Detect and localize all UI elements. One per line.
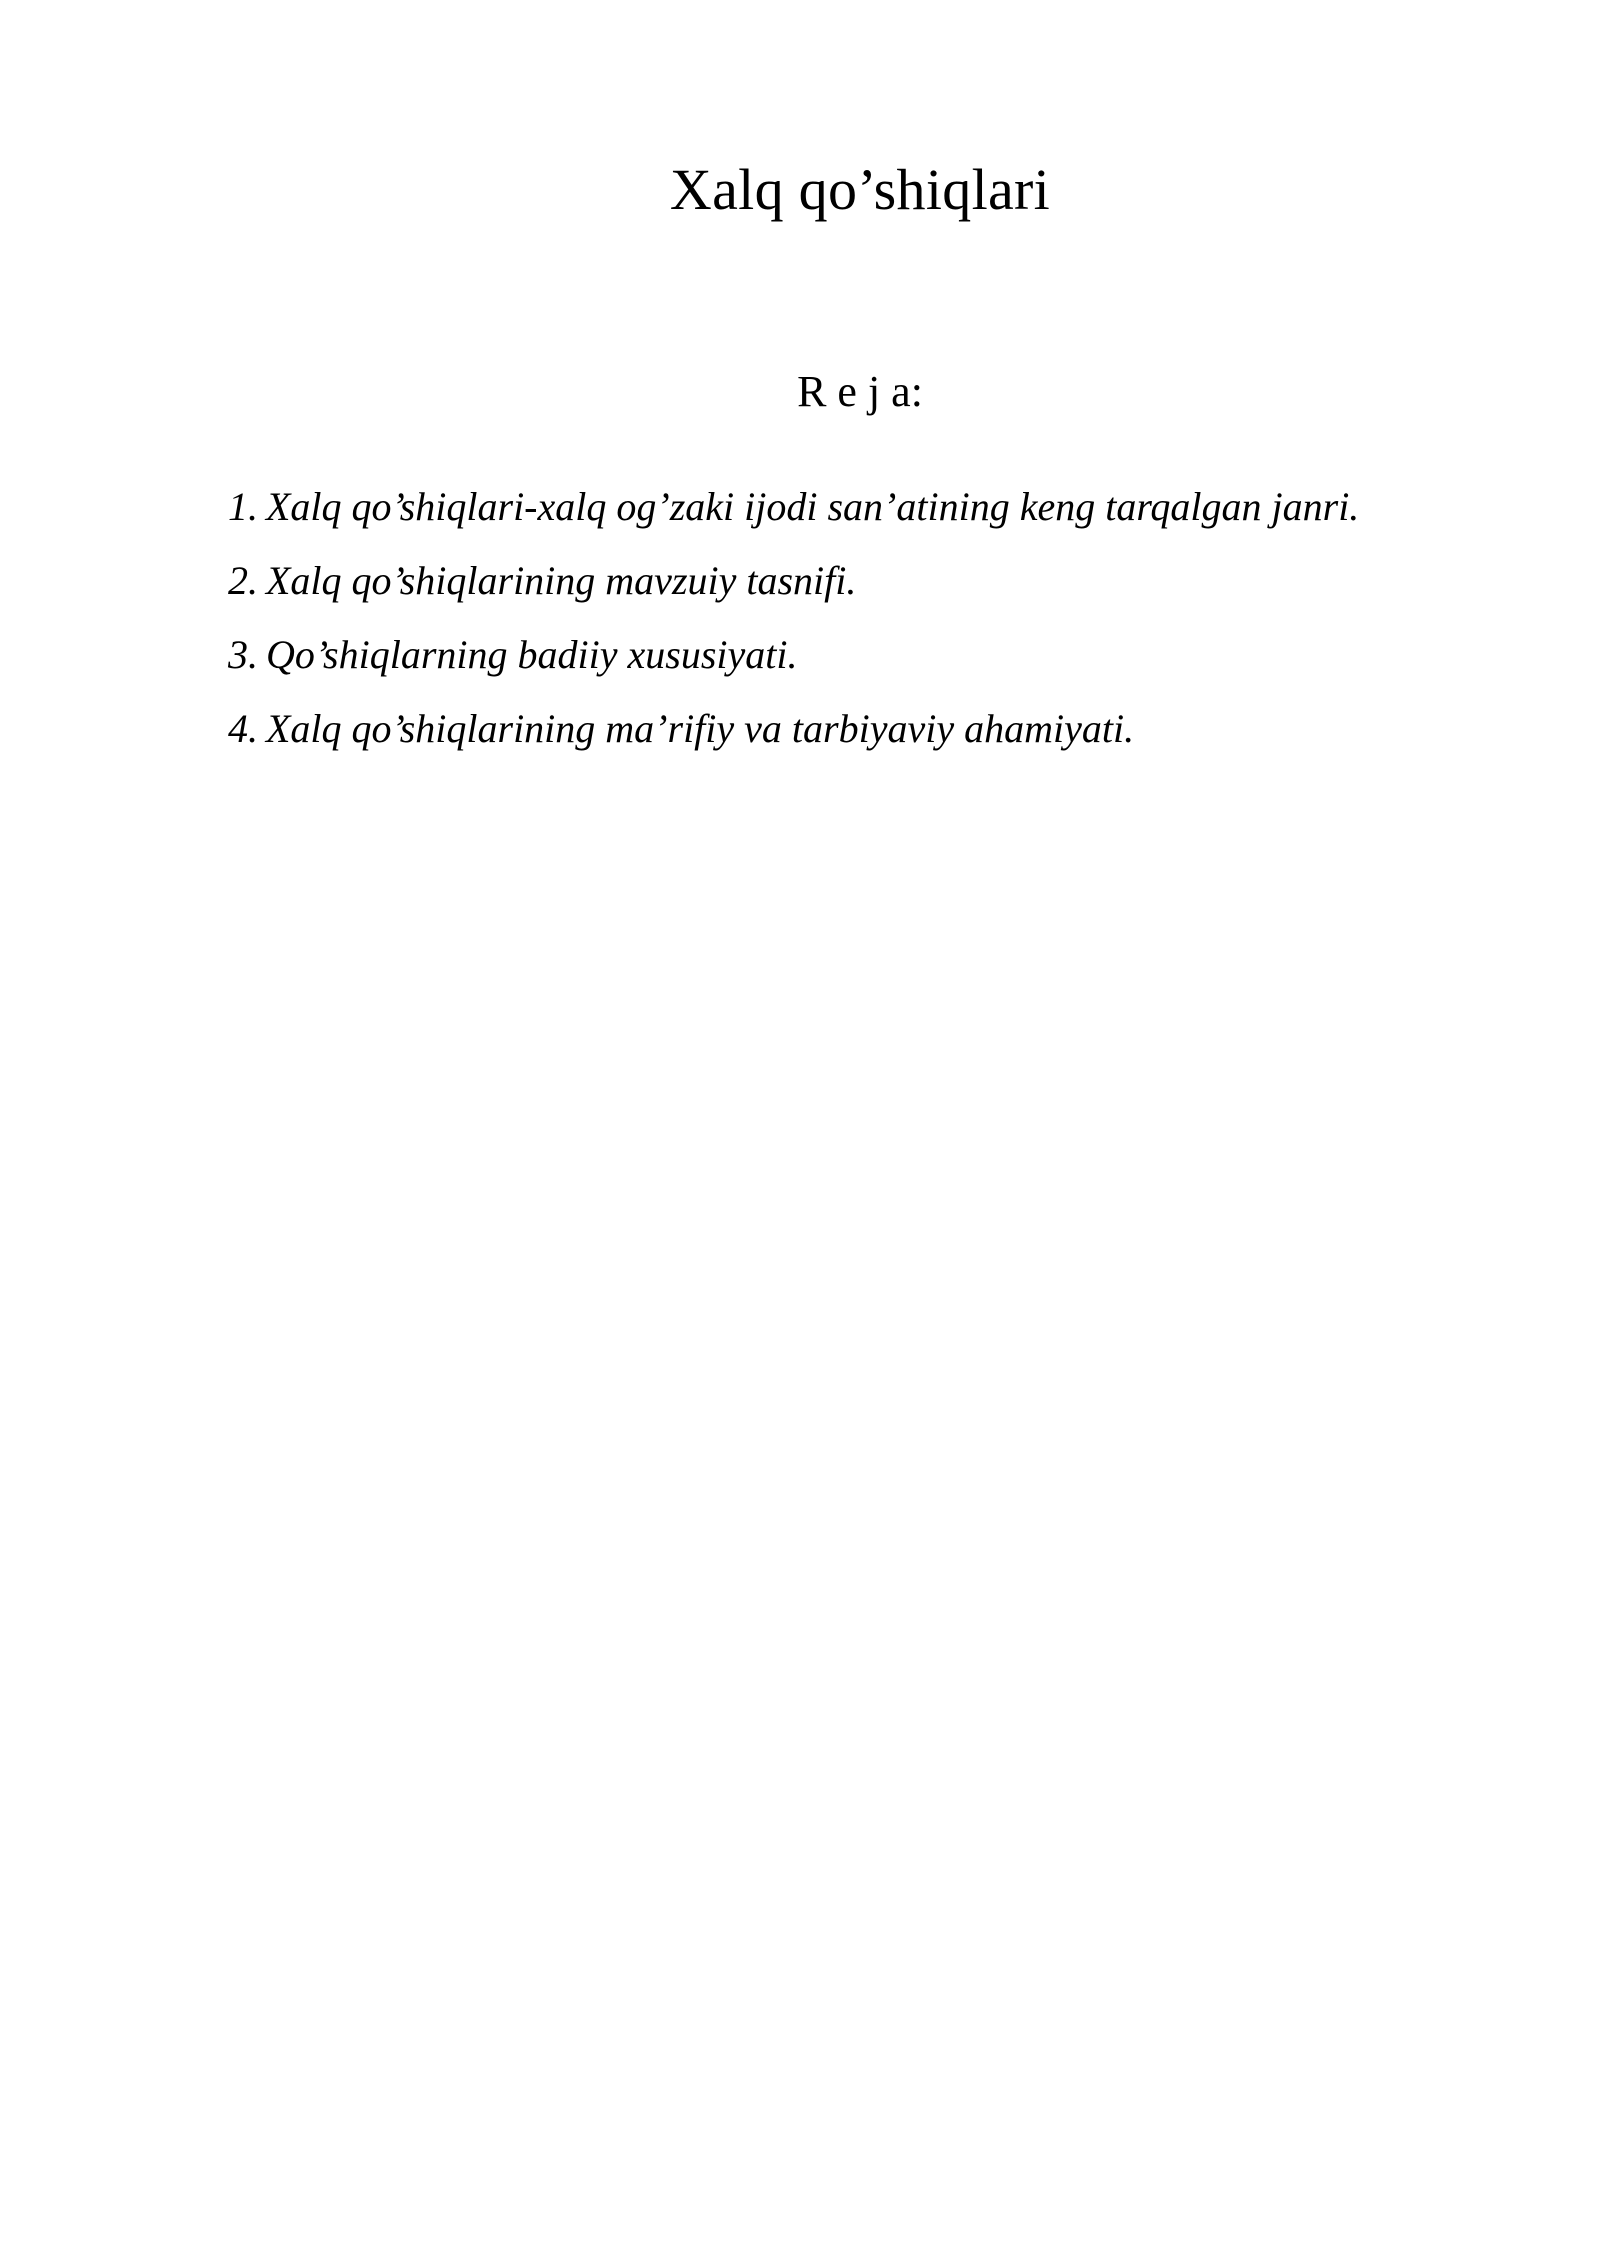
plan-item-number: 3. — [228, 632, 258, 677]
plan-item-text: Xalq qo’shiqlarining mavzuiy tasnifi. — [266, 558, 857, 603]
plan-item-text: Xalq qo’shiqlari-xalq og’zaki ijodi san’atining keng tarqalgan janri. — [266, 484, 1360, 529]
plan-list — [0, 470, 1600, 766]
plan-item-number: 2. — [228, 558, 258, 603]
plan-item-2 — [0, 544, 1600, 618]
plan-item-text: Qo’shiqlarning badiiy xususiyati. — [266, 632, 798, 677]
document-title: Xalq qo’shiqlari — [669, 157, 1051, 222]
plan-item-1 — [0, 470, 1600, 544]
plan-item-4 — [0, 692, 1600, 766]
plan-item-number: 1. — [228, 484, 258, 529]
plan-item-text: Xalq qo’shiqlarining ma’rifiy va tarbiyaviy ahamiyati. — [266, 706, 1135, 751]
plan-item-3 — [0, 618, 1600, 692]
plan-item-number: 4. — [228, 706, 258, 751]
plan-heading: R e j a: — [797, 367, 923, 416]
